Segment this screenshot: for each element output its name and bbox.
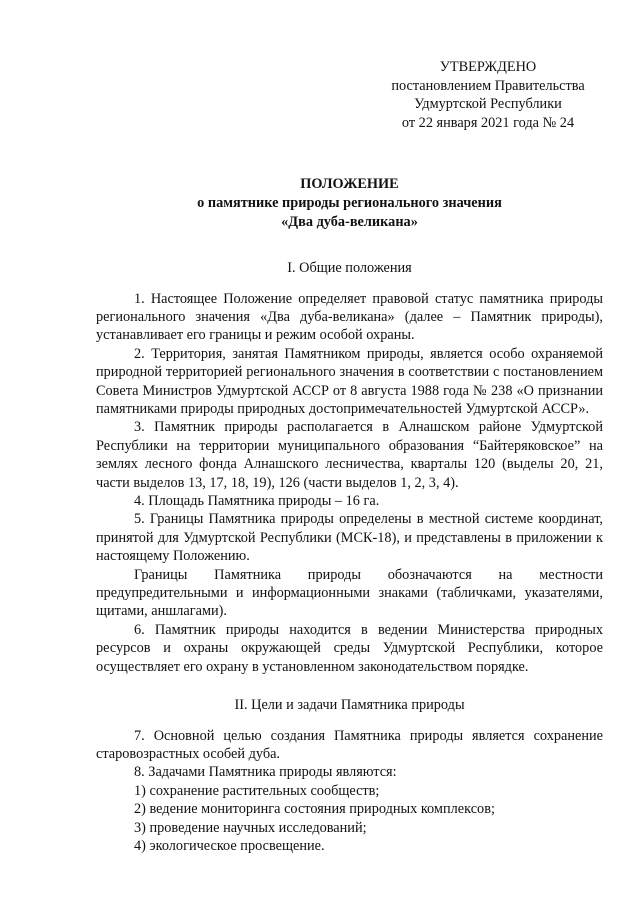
approval-line: Удмуртской Республики [414,96,562,113]
approval-date: от 22 января 2021 года № 24 [401,114,575,131]
task-list-item: 2) ведение мониторинга состояния природных комплексов; [134,801,495,818]
paragraph: 7. Основной целью создания Памятника природы является сохранение старовозрастных особей дуба. [96,727,603,762]
title-line: о памятнике природы регионального значения [197,194,502,211]
approval-stamp [373,58,603,132]
task-list-item: 3) проведение научных исследований; [134,819,367,836]
title-line: ПОЛОЖЕНИЕ [300,176,399,193]
document-title [96,175,603,231]
paragraph: 3. Памятник природы располагается в Алнашском районе Удмуртской Республики на территории муниципального образования “Байтеряковское” на землях лесного фонда Алнашского лесничества, кварталы 120 (выделы 20, 21, части выделов 13, 17, 18, 19), 126 (части выделов 1, 2, 3, 4). [96,419,603,491]
approval-line: постановлением Правительства [391,77,585,94]
section-heading: I. Общие положения [287,260,412,277]
title-line: «Два дуба-великана» [281,213,418,230]
task-list-item: 4) экологическое просвещение. [134,837,325,854]
paragraph: Границы Памятника природы обозначаются на местности предупредительными и информационными знаками (табличками, указателями, щитами, аншлагами). [96,566,603,620]
task-list-item: 1) сохранение растительных сообществ; [134,782,380,799]
paragraph: 2. Территория, занятая Памятником природы, является особо охраняемой природной территорией регионального значения в соответствии с постановлением Совета Министров Удмуртской АССР от 8 августа 1988 года № 238 «О признании памятниками природы природных достопримечательностей Удмуртской АССР». [96,345,603,417]
paragraph: 5. Границы Памятника природы определены в местной системе координат, принятой для Удмуртской Республики (МСК-18), и представлены в приложении к настоящему Положению. [96,511,603,565]
approval-heading: УТВЕРЖДЕНО [439,59,537,75]
paragraph: 4. Площадь Памятника природы – 16 га. [134,493,380,510]
paragraph: 8. Задачами Памятника природы являются: [134,764,397,781]
paragraph: 6. Памятник природы находится в ведении Министерства природных ресурсов и охраны окружающей среды Удмуртской Республики, которое осуществляет его охрану в установленном законодательством порядке. [96,621,603,675]
paragraph: 1. Настоящее Положение определяет правовой статус памятника природы регионального значения «Два дуба-великана» (далее – Памятник природы), устанавливает его границы и режим особой охраны. [96,290,603,344]
section-heading: II. Цели и задачи Памятника природы [234,697,465,714]
